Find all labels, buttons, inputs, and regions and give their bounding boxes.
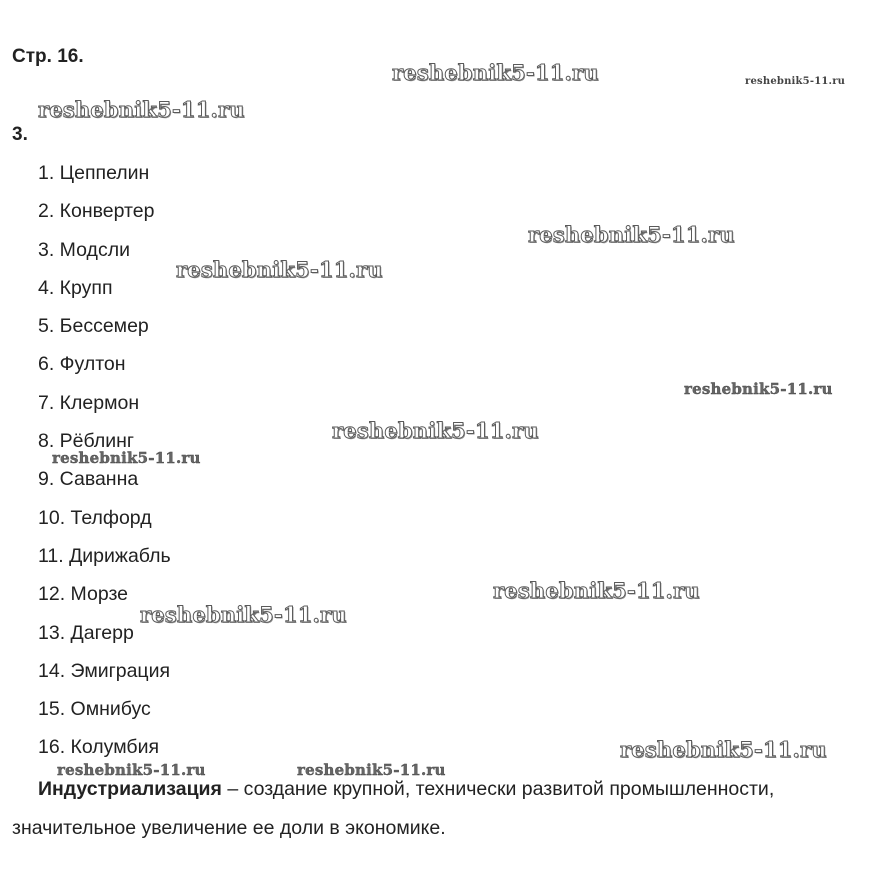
watermark: reshebnik5-11.ru	[684, 380, 833, 398]
answer-item: 1. Цеппелин	[38, 162, 150, 184]
answer-item: 2. Конвертер	[38, 200, 155, 223]
answer-item: 3. Модсли	[38, 238, 130, 261]
watermark: reshebnik5-11.ru	[38, 97, 245, 122]
answer-item: 11. Дирижабль	[38, 544, 171, 567]
answer-item: 7. Клермон	[38, 391, 140, 414]
answer-item: 10. Телфорд	[38, 506, 152, 529]
watermark: reshebnik5-11.ru	[297, 761, 446, 779]
watermark: reshebnik5-11.ru	[52, 449, 201, 467]
answer-item: 9. Саванна	[38, 468, 139, 491]
watermark: reshebnik5-11.ru	[392, 60, 599, 85]
answer-item: 8. Рёблинг	[38, 430, 134, 453]
answer-item: 6. Фултон	[38, 353, 126, 376]
watermark: reshebnik5-11.ru	[140, 602, 347, 627]
definition-paragraph	[12, 770, 880, 848]
watermark: reshebnik5-11.ru	[528, 222, 735, 247]
definition-term: Индустриализация	[38, 778, 222, 800]
answer-item: 15. Омнибус	[38, 698, 151, 721]
answer-item: 12. Морзе	[38, 583, 129, 606]
watermark: reshebnik5-11.ru	[57, 761, 206, 779]
watermark: reshebnik5-11.ru	[332, 418, 539, 443]
answer-item: 13. Дагерр	[38, 621, 134, 644]
watermark: reshebnik5-11.ru	[176, 257, 383, 282]
answer-item: 14. Эмиграция	[38, 659, 171, 682]
watermark: reshebnik5-11.ru	[493, 578, 700, 603]
watermark: reshebnik5-11.ru	[745, 76, 846, 87]
answer-item: 5. Бессемер	[38, 315, 149, 338]
answer-list	[38, 161, 171, 774]
answer-item: 4. Крупп	[38, 276, 113, 299]
answer-item: 16. Колумбия	[38, 736, 160, 759]
definition-text: – создание крупной, технически развитой промышленности, значительное увеличение ее доли в экономике.	[12, 778, 775, 839]
section-number: 3.	[12, 124, 28, 145]
page-label: Стр. 16.	[12, 46, 84, 67]
watermark: reshebnik5-11.ru	[620, 737, 827, 762]
